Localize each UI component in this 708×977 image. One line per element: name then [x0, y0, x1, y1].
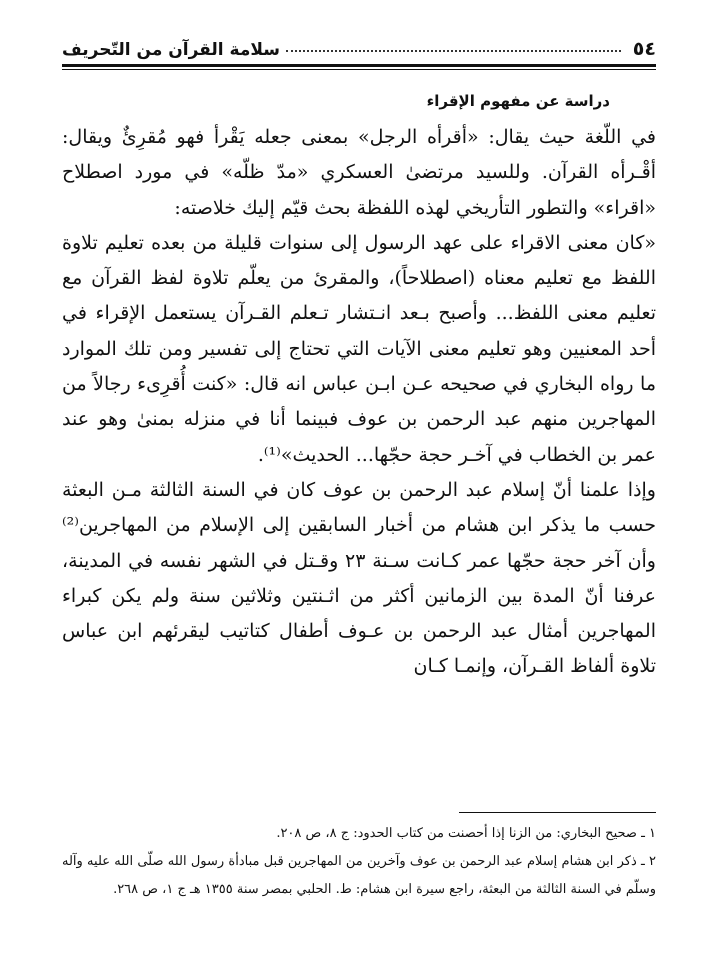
footnote-separator	[459, 812, 656, 813]
section-title: دراسة عن مفهوم الإقراء	[426, 92, 610, 110]
paragraph-3: وإذا علمنا أنّ إسلام عبد الرحمن بن عوف كان في السنة الثالثة مـن البعثة حسب ما يذكر ابن هشام من أخبار السابقين إلى الإسلام من المهاجرين⁽²⁾ وأن آخر حجة حجّها عمر كـانت سـنة ٢٣ وقـتل في الشهر نفسه في المدينة، عرفنا أنّ المدة بين الزمانين أكثر من اثـنتين وثلاثين سنة ولم يكن كبراء المهاجرين أمثال عبد الرحمن بن عـوف أطفال كتاتيب ليقرئهم ابن عباس تلاوة ألفاظ القـرآن، وإنمـا كـان	[62, 478, 656, 678]
footnote-2: ٢ ـ ذكر ابن هشام إسلام عبد الرحمن بن عوف وآخرين من المهاجرين قبل مبادأة رسول الله صلّى الله عليه وآله وسلّم في السنة الثالثة من البعثة، راجع سيرة ابن هشام: ط. الحلبي بمصر سنة ١٣٥٥ هـ ج ١، ص ٢٦٨.	[62, 854, 656, 897]
body-text	[62, 120, 656, 685]
header-dot-leader	[286, 50, 621, 52]
running-title: سلامة القرآن من التّحريف	[62, 40, 281, 60]
header-rule-thin	[62, 69, 656, 70]
page-number: ٥٤	[632, 38, 656, 60]
page-header	[62, 24, 656, 60]
footnote-1: ١ ـ صحيح البخاري: من الزنا إذا أحصنت من كتاب الحدود: ج ٨، ص ٢٠٨.	[276, 826, 656, 841]
paragraph-1: في اللّغة حيث يقال: «أقرأه الرجل» بمعنى جعله يَقْرأ فهو مُقرِئٌ ويقال: أقْـرأه القرآن. وللسيد مرتضىٰ العسكري «مدّ ظلّه» في مورد اصطلاح «اقراء» والتطور التأريخي لهذه اللفظة بحث قيّم إليك خلاصته:	[62, 126, 656, 219]
paragraph-2-quote: «كان معنى الاقراء على عهد الرسول إلى سنوات قليلة من بعده تعليم تلاوة اللفظ مع تعليم معناه (اصطلاحاً)، والمقرئ من يعلّم تلاوة لفظ القرآن مع تعليم معنى اللفظ... وأصبح بـعد انـتشار تـعلم القـرآن يستعمل الإقراء في أحد المعنيين وهو تعليم معنى الآيات التي تحتاج إلى تفسير ومن تلك الموارد ما رواه البخاري في صحيحه عـن ابـن عباس انه قال: «كنت أُقرِىء رجالاً من المهاجرين منهم عبد الرحمن بن عوف فبينما أنا في منزله بمنىٰ وهو عند عمر بن الخطاب في آخـر حجة حجّها... الحديث»⁽¹⁾.	[62, 231, 656, 466]
header-rule-thick	[62, 64, 656, 67]
footnotes	[62, 820, 656, 904]
